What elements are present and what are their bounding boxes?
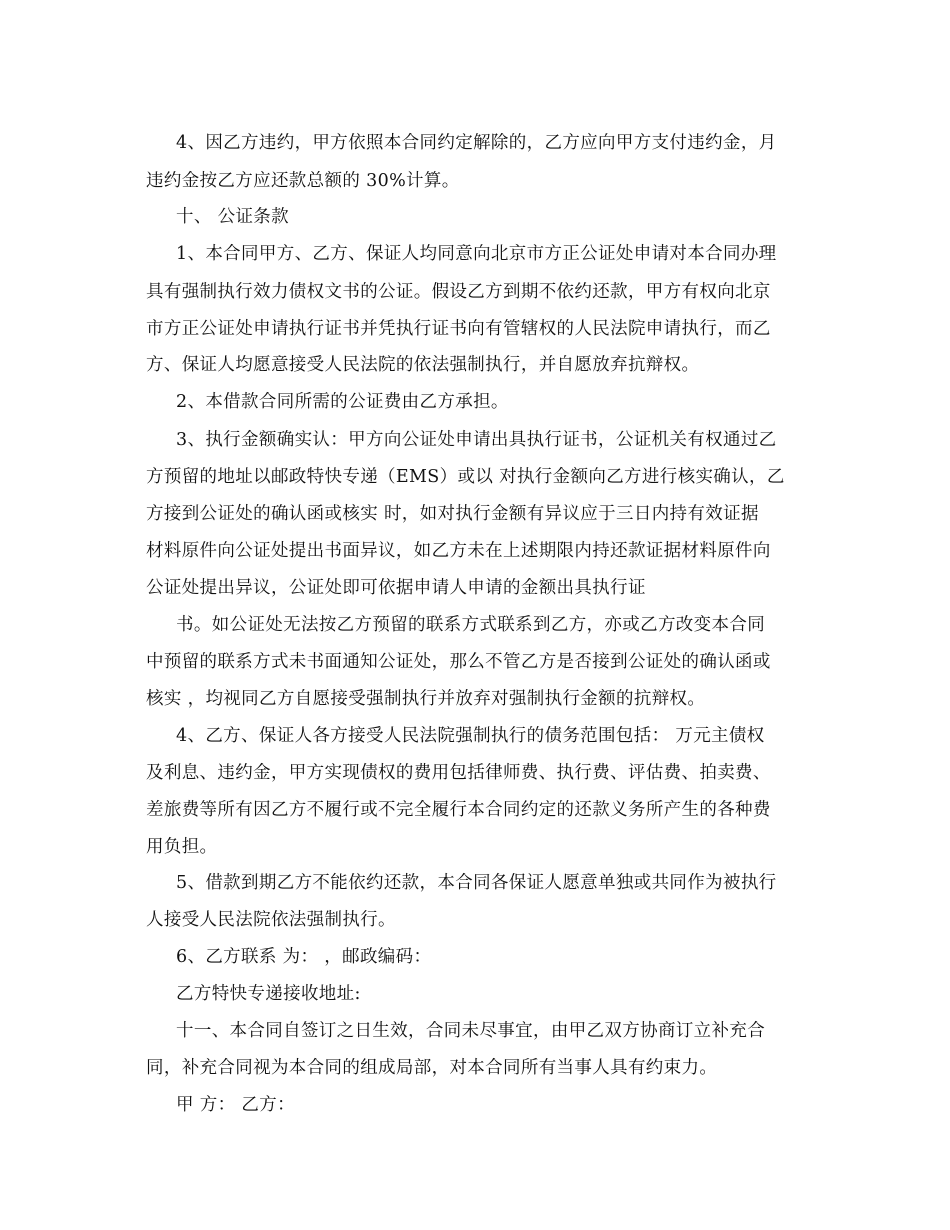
text-line: 4、因乙方违约，甲方依照本合同约定解除的，乙方应向甲方支付违约金，月 (176, 133, 777, 153)
text-line: 十一、本合同自签订之日生效，合同未尽事宜，由甲乙双方协商订立补充合 (176, 1021, 766, 1041)
text-line: 差旅费等所有因乙方不履行或不完全履行本合同约定的还款义务所产生的各种费 (146, 800, 771, 820)
text-line: 乙方特快专递接收地址: (176, 984, 361, 1004)
text-line: 方、保证人均愿意接受人民法院的依法强制执行，并自愿放弃抗辩权。 (146, 355, 700, 375)
section-heading: 十、 公证条款 (176, 207, 290, 227)
text-line: 书。如公证处无法按乙方预留的联系方式联系到乙方，亦或乙方改变本合同 (176, 615, 766, 635)
text-line: 方预留的地址以邮政特快专递（EMS）或以 对执行金额向乙方进行核实确认，乙 (146, 467, 785, 487)
text-line: 6、乙方联系 为： ，邮政编码： (176, 947, 432, 967)
text-line: 人接受人民法院依法强制执行。 (146, 910, 396, 930)
text-line: 1、本合同甲方、乙方、保证人均同意向北京市方正公证处申请对本合同办理 (176, 244, 777, 264)
text-line: 3、执行金额确实认：甲方向公证处申请出具执行证书，公证机关有权通过乙 (176, 430, 777, 450)
text-line: 2、本借款合同所需的公证费由乙方承担。 (176, 392, 509, 412)
text-line: 4、乙方、保证人各方接受人民法院强制执行的债务范围包括： 万元主债权 (176, 726, 765, 746)
text-line: 5、借款到期乙方不能依约还款，本合同各保证人愿意单独或共同作为被执行 (176, 873, 777, 893)
text-line: 材料原件向公证处提出书面异议，如乙方未在上述期限内持还款证据材料原件向 (146, 541, 771, 561)
text-line: 方接到公证处的确认函或核实 时，如对执行金额有异议应于三日内持有效证据 (146, 504, 759, 524)
text-line: 及利息、违约金，甲方实现债权的费用包括律师费、执行费、评估费、拍卖费、 (146, 763, 771, 783)
signature-line: 甲 方： 乙方： (176, 1095, 295, 1115)
text-line: 具有强制执行效力债权文书的公证。假设乙方到期不依约还款，甲方有权向北京 (146, 282, 771, 302)
text-line: 用负担。 (146, 837, 218, 857)
text-line: 违约金按乙方应还款总额的 30%计算。 (146, 171, 460, 191)
text-line: 核实 ，均视同乙方自愿接受强制执行并放弃对强制执行金额的抗辩权。 (146, 689, 706, 709)
text-line: 公证处提出异议，公证处即可依据申请人申请的金额出具执行证 (146, 578, 646, 598)
text-line: 同，补充合同视为本合同的组成局部，对本合同所有当事人具有约束力。 (146, 1058, 718, 1078)
text-line: 中预留的联系方式未书面通知公证处，那么不管乙方是否接到公证处的确认函或 (146, 652, 771, 672)
text-line: 市方正公证处申请执行证书并凭执行证书向有管辖权的人民法院申请执行，而乙 (146, 319, 771, 339)
